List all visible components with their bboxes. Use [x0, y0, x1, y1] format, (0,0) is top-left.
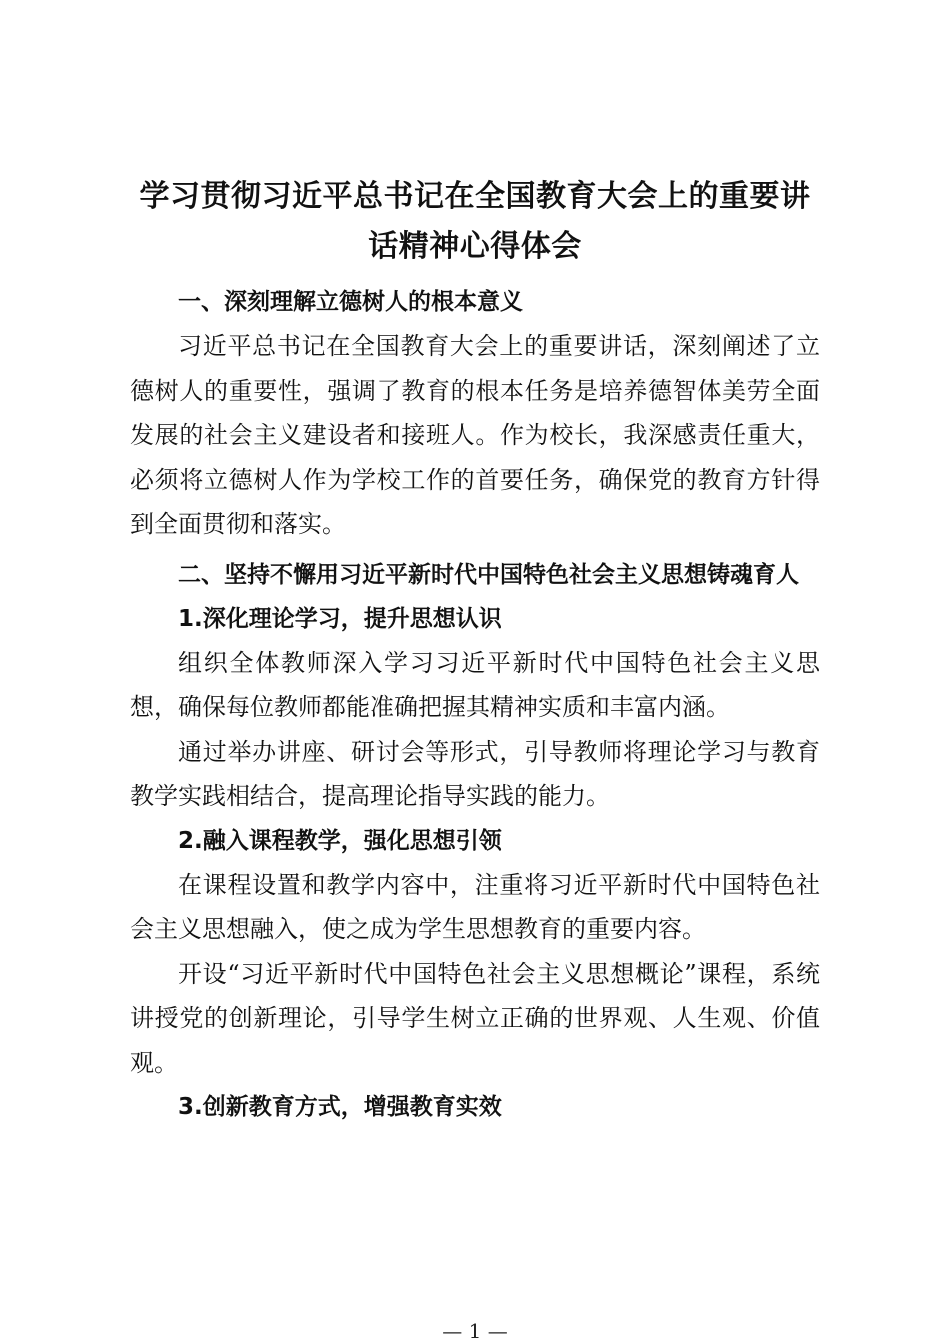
subsection-1-paragraph-2: 通过举办讲座、研讨会等形式，引导教师将理论学习与教育教学实践相结合，提高理论指导实践的能力。 — [130, 737, 820, 810]
subsection-1-paragraph-1: 组织全体教师深入学习习近平新时代中国特色社会主义思想，确保每位教师都能准确把握其精神实质和丰富内涵。 — [130, 648, 820, 721]
subsection-heading-3: 3.创新教育方式，增强教育实效 — [178, 1094, 502, 1120]
document-body — [130, 172, 820, 1129]
subsection-2-paragraph-1: 在课程设置和教学内容中，注重将习近平新时代中国特色社会主义思想融入，使之成为学生思想教育的重要内容。 — [130, 870, 820, 943]
section-heading-1: 一、深刻理解立德树人的根本意义 — [178, 289, 523, 315]
subsection-heading-2: 2.融入课程教学，强化思想引领 — [178, 827, 502, 854]
document-title: 学习贯彻习近平总书记在全国教育大会上的重要讲话精神心得体会 — [139, 179, 811, 264]
subsection-2-paragraph-2: 开设“习近平新时代中国特色社会主义思想概论”课程，系统讲授党的创新理论，引导学生树立正确的世界观、人生观、价值观。 — [130, 959, 820, 1077]
section-heading-2: 二、坚持不懈用习近平新时代中国特色社会主义思想铸魂育人 — [178, 561, 799, 588]
subsection-heading-1: 1.深化理论学习，提升思想认识 — [178, 605, 502, 632]
section-1-paragraph-1: 习近平总书记在全国教育大会上的重要讲话，深刻阐述了立德树人的重要性，强调了教育的根本任务是培养德智体美劳全面发展的社会主义建设者和接班人。作为校长，我深感责任重大，必须将立德树人作为学校工作的首要任务，确保党的教育方针得到全面贯彻和落实。 — [130, 332, 820, 538]
page-number: — 1 — — [442, 1319, 508, 1343]
